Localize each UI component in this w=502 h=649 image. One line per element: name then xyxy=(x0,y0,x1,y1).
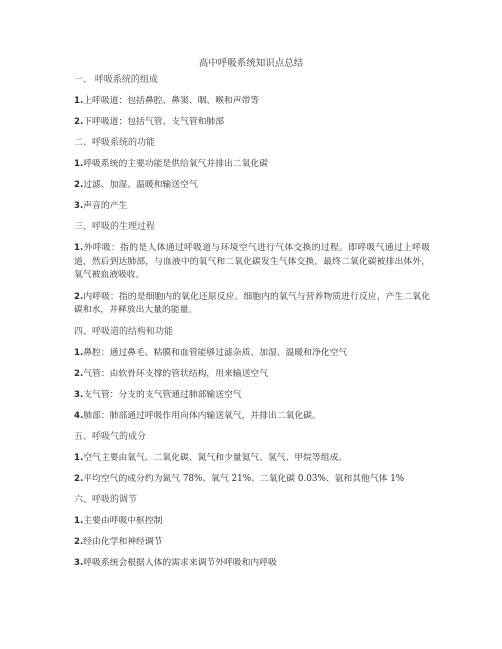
item-text: 呼吸系统会根据人体的需求来调节外呼吸和内呼吸 xyxy=(83,557,277,568)
document-body xyxy=(74,74,430,578)
item-number: 1. xyxy=(74,159,84,169)
item-number: 1. xyxy=(74,452,84,463)
item-number: 1. xyxy=(74,243,84,253)
list-item xyxy=(74,291,430,318)
section-heading: 二、呼吸系统的功能 xyxy=(74,138,156,148)
item-text: 支气管：分支的支气管通过肺部输送空气 xyxy=(83,389,242,400)
list-item xyxy=(74,368,430,381)
item-text: 空气主要由氧气、二氧化碳、氮气和少量氦气、氢气、甲烷等组成。 xyxy=(83,452,348,463)
list-item xyxy=(74,410,430,423)
section-airway-structure xyxy=(74,326,430,423)
section-physiology xyxy=(74,221,430,318)
section-function xyxy=(74,137,430,213)
list-item xyxy=(74,179,430,192)
item-text: 鼻腔：通过鼻毛、粘膜和血管能够过滤杂质、加湿、温暖和净化空气 xyxy=(83,347,348,358)
item-number: 1. xyxy=(74,515,84,526)
document-title: 高中呼吸系统知识点总结 xyxy=(198,58,304,69)
item-number: 1. xyxy=(74,96,84,106)
list-item xyxy=(74,95,430,108)
item-text: 主要由呼吸中枢控制 xyxy=(83,515,163,526)
item-number: 2. xyxy=(74,117,84,127)
item-text: 声音的产生 xyxy=(83,201,128,211)
item-number: 2. xyxy=(74,536,84,547)
item-text: 经由化学和神经调节 xyxy=(83,536,163,547)
item-number: 1. xyxy=(74,347,84,358)
section-heading: 五、呼吸气的成分 xyxy=(74,431,147,442)
item-text: 内呼吸：指的是细胞内的氧化还原反应。细胞内的氧气与营养物质进行反应，产生二氧化碳和水，并释放出大量的能量。 xyxy=(74,291,430,315)
item-number: 3. xyxy=(74,389,84,400)
list-item xyxy=(74,158,430,171)
list-item xyxy=(74,452,430,465)
list-item xyxy=(74,515,430,528)
section-heading: 四、呼吸道的结构和功能 xyxy=(74,326,174,337)
item-number: 2. xyxy=(74,368,84,379)
list-item xyxy=(74,473,430,486)
item-text: 气管：由软骨环支撑的管状结构，用来输送空气 xyxy=(83,368,268,379)
item-number: 3. xyxy=(74,557,84,568)
list-item xyxy=(74,242,430,283)
item-text: 下呼吸道：包括气管、支气管和肺部 xyxy=(83,117,225,127)
item-text: 上呼吸道：包括鼻腔、鼻窦、咽、喉和声带等 xyxy=(83,96,260,106)
item-number: 2. xyxy=(74,291,84,302)
list-item xyxy=(74,347,430,360)
item-text: 呼吸系统的主要功能是供给氧气并排出二氧化碳 xyxy=(83,159,268,169)
item-number: 4. xyxy=(74,410,84,421)
item-text: 肺部：肺部通过呼吸作用向体内输送氧气，并排出二氧化碳。 xyxy=(83,410,321,421)
item-text: 外呼吸：指的是人体通过呼吸道与环境空气进行气体交换的过程。即呼吸气通过上呼吸道，然后到达肺部，与血液中的氧气和二氧化碳发生气体交换，最终二氧化碳被排出体外，氧气被血液吸收。 xyxy=(74,243,430,280)
list-item xyxy=(74,200,430,213)
item-text: 过滤、加湿、温暖和输送空气 xyxy=(83,180,198,190)
item-text: 平均空气的成分约为氮气 78%、氧气 21%、二氧化碳 0.03%、氩和其他气体 1% xyxy=(83,473,405,484)
list-item xyxy=(74,536,430,549)
item-number: 3. xyxy=(74,201,84,211)
list-item xyxy=(74,116,430,129)
list-item xyxy=(74,557,430,570)
section-heading: 六、呼吸的调节 xyxy=(74,494,138,505)
section-regulation xyxy=(74,494,430,570)
list-item xyxy=(74,389,430,402)
section-air-composition xyxy=(74,431,430,486)
section-composition xyxy=(74,74,430,129)
section-heading: 三、呼吸的生理过程 xyxy=(74,222,156,232)
section-heading: 一、 呼吸系统的组成 xyxy=(74,75,158,85)
item-number: 2. xyxy=(74,473,84,484)
item-number: 2. xyxy=(74,180,84,190)
